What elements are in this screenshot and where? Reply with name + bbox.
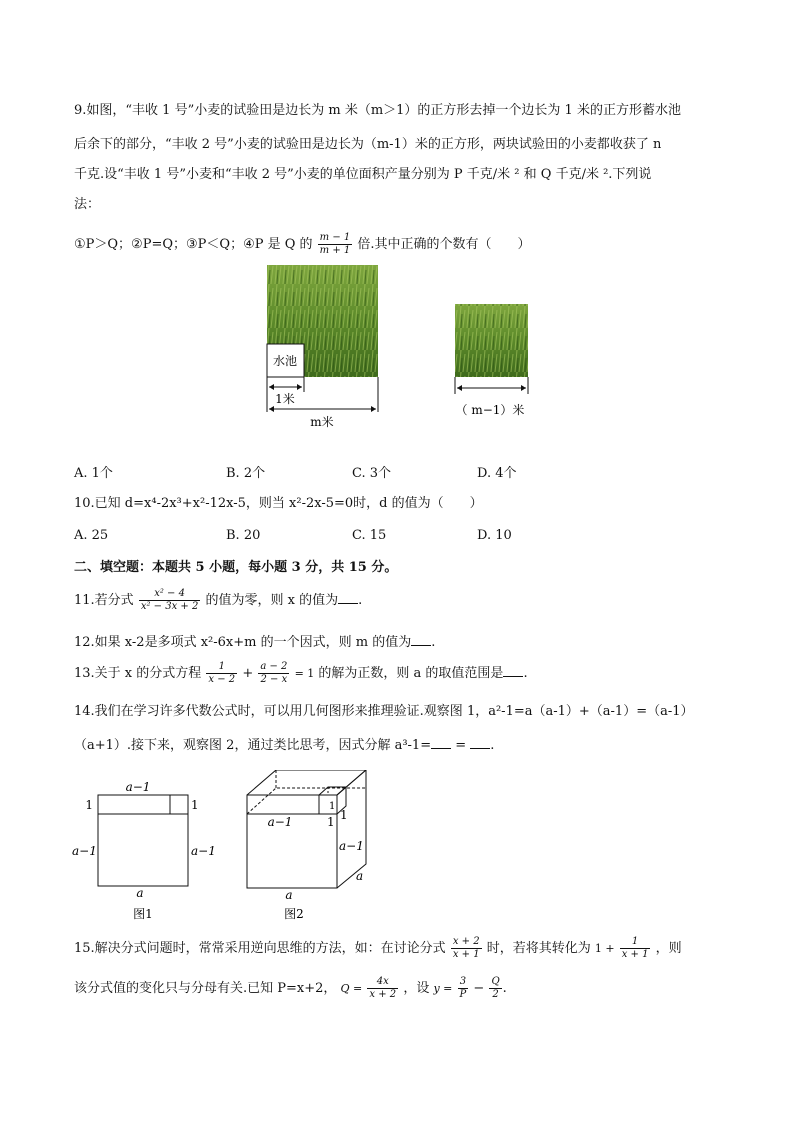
q9-statements-prefix: ①P＞Q；②P=Q；③P＜Q；④P 是 Q 的 (74, 237, 313, 252)
q10-option-c[interactable]: C. 15 (352, 528, 387, 543)
q13-plus: + (242, 666, 254, 681)
q15-line2-prefix: 该分式值的变化只与分母有关.已知 P=x+2， (74, 981, 337, 996)
fig1-one-right: 1 (191, 798, 199, 812)
figure-2 (247, 770, 366, 888)
q15-minus: − (473, 981, 485, 996)
q15-y-label: y = (433, 982, 453, 995)
q11-frac-num: x² − 4 (139, 588, 201, 601)
q12: 12.如果 x-2是多项式 x²-6x+m 的一个因式，则 m 的值为 . (74, 632, 435, 652)
q13-answer-blank[interactable] (503, 663, 523, 677)
q9-option-b[interactable]: B. 2个 (226, 466, 266, 481)
q13: 13.关于 x 的分式方程 $\frac{1}{x - 2}$ + $\frac{a - 2}{2 - x}$ = 1 的解为正数，则 a 的取值范围是 . (74, 661, 528, 685)
q10-stem: 10.已知 d=x⁴-2x³+x²-12x-5，则当 x²-2x-5=0时，d 的值为（ ） (74, 496, 483, 511)
q15-one-plus: 1 + (594, 942, 615, 955)
q13-prefix: 13.关于 x 的分式方程 (74, 666, 202, 681)
q9-frac-den: m + 1 (319, 245, 351, 256)
q13-suffix: 的解为正数，则 a 的取值范围是 (318, 666, 504, 681)
fig1-right-label: a−1 (191, 844, 216, 858)
q13-f1-den: x − 2 (208, 674, 236, 685)
q9-figure (250, 262, 550, 437)
q9-line3: 千克.设“丰收 1 号”小麦和“丰收 2 号”小麦的单位面积产量分别为 P 千克/米 ² 和 Q 千克/米 ².下列说 (74, 167, 652, 182)
q15-q-den: x + 2 (369, 989, 397, 1000)
fig2-one-b: 1 (329, 801, 336, 812)
q14-answer-blank-2[interactable] (470, 735, 490, 749)
figure-1 (72, 780, 216, 921)
q9-line2: 后余下的部分，“丰收 2 号”小麦的试验田是边长为（m-1）米的正方形，两块试验田的小麦都收获了 n (74, 137, 662, 152)
m-meter-label: m米 (310, 415, 334, 429)
q15-f-num: x + 2 (452, 936, 480, 947)
q11: 11.若分式 $\frac{\text{x² − 4}}{\text{x² − 3x + 2}}$ 的值为零，则 x 的值为 . (74, 588, 363, 612)
q12-text: 12.如果 x-2是多项式 x²-6x+m 的一个因式，则 m 的值为 (74, 635, 412, 650)
fig1-one-left: 1 (85, 798, 93, 812)
q13-fraction-1 (206, 661, 237, 686)
q14-line2: （a+1）.接下来，观察图 2，通过类比思考，因式分解 a³-1= = . (74, 735, 494, 755)
q14-answer-blank-1[interactable] (431, 735, 451, 749)
pool-label: 水池 (272, 354, 298, 368)
fig2-caption: 图2 (284, 907, 304, 921)
q14-line1: 14.我们在学习许多代数公式时，可以用几何图形来推理验证.观察图 1，a²-1=a（a-1）+（a-1）=（a-1） (74, 704, 694, 719)
q14-equals: = (455, 738, 467, 753)
q11-answer-blank[interactable] (338, 590, 358, 604)
fig2-one-a: 1 (327, 815, 335, 829)
fig1-bottom-label: a (136, 886, 144, 900)
one-meter-label: 1米 (275, 392, 295, 406)
q15-mid: 时，若将其转化为 (486, 941, 591, 956)
fig2-right-label: a−1 (339, 839, 364, 853)
q15-f2-num: 1 (620, 936, 651, 949)
q15-y2-den: 2 (492, 989, 499, 1000)
q9-option-a[interactable]: A. 1个 (74, 466, 113, 481)
fig2-one-c: 1 (340, 808, 348, 822)
q12-answer-blank[interactable] (411, 632, 431, 646)
q13-f2-num: a − 2 (260, 661, 288, 672)
q13-f2-den: 2 − x (260, 674, 288, 685)
q15-y-den: P (459, 989, 467, 1000)
q11-frac-den: x² − 3x + 2 (140, 601, 199, 612)
q15-y-fraction-2 (489, 976, 501, 1001)
fig2-a1-left: a−1 (267, 815, 293, 829)
q9-fraction (318, 232, 353, 257)
m1-label: （ m−1）米 (455, 403, 525, 417)
q15-f2-den: x + 1 (621, 949, 649, 960)
q15-y2-num: Q (491, 976, 500, 987)
q13-fraction-2 (258, 661, 289, 686)
q15-fraction-1 (451, 936, 482, 961)
q15-end: . (502, 981, 507, 996)
q13-f1-num: 1 (206, 661, 237, 674)
q14-line2-prefix: （a+1）.接下来，观察图 2，通过类比思考，因式分解 a³-1= (74, 738, 432, 753)
q10-option-b[interactable]: B. 20 (226, 528, 261, 543)
q15-y-fraction-1 (458, 976, 469, 1001)
fig2-depth-label: a (356, 869, 364, 883)
q15-fraction-2 (620, 936, 651, 961)
q9-option-c[interactable]: C. 3个 (352, 466, 392, 481)
q10-option-a[interactable]: A. 25 (74, 528, 109, 543)
q15-q-num: 4x (367, 976, 398, 989)
q15-q-label: Q = (340, 982, 363, 995)
fig1-left-label: a−1 (72, 844, 97, 858)
q9-statements (74, 232, 531, 257)
q15-line2 (74, 976, 507, 1001)
fig1-caption: 图1 (133, 907, 153, 921)
q9-option-d[interactable]: D. 4个 (477, 466, 517, 481)
q11-suffix: 的值为零，则 x 的值为 (205, 593, 339, 608)
q15-tail: ，则 (655, 941, 682, 956)
q9-frac-num: m − 1 (319, 232, 351, 243)
q15-prefix: 15.解决分式问题时，常常采用逆向思维的方法，如：在讨论分式 (74, 941, 446, 956)
section2-heading: 二、填空题：本题共 5 小题，每小题 3 分，共 15 分。 (74, 560, 398, 575)
q13-eq: = 1 (294, 667, 315, 680)
q9-statements-suffix: 倍.其中正确的个数有（ ） (357, 237, 531, 252)
q11-prefix: 11.若分式 (74, 593, 134, 608)
q11-fraction (139, 588, 201, 613)
q14-figures (60, 770, 380, 925)
q15-q-fraction (367, 976, 398, 1001)
q15-y-num: 3 (458, 976, 469, 989)
q9-line1: 9.如图，“丰收 1 号”小麦的试验田是边长为 m 米（m＞1）的正方形去掉一个边长为 1 米的正方形蓄水池 (74, 103, 681, 118)
q9-line4: 法： (74, 197, 101, 212)
q10-option-d[interactable]: D. 10 (477, 528, 512, 543)
q15-set: ，设 (403, 981, 430, 996)
q15-f-den: x + 1 (452, 949, 480, 960)
q15-line1 (74, 936, 682, 961)
fig2-bottom-label: a (285, 888, 293, 902)
fig1-top-label: a−1 (125, 780, 151, 794)
